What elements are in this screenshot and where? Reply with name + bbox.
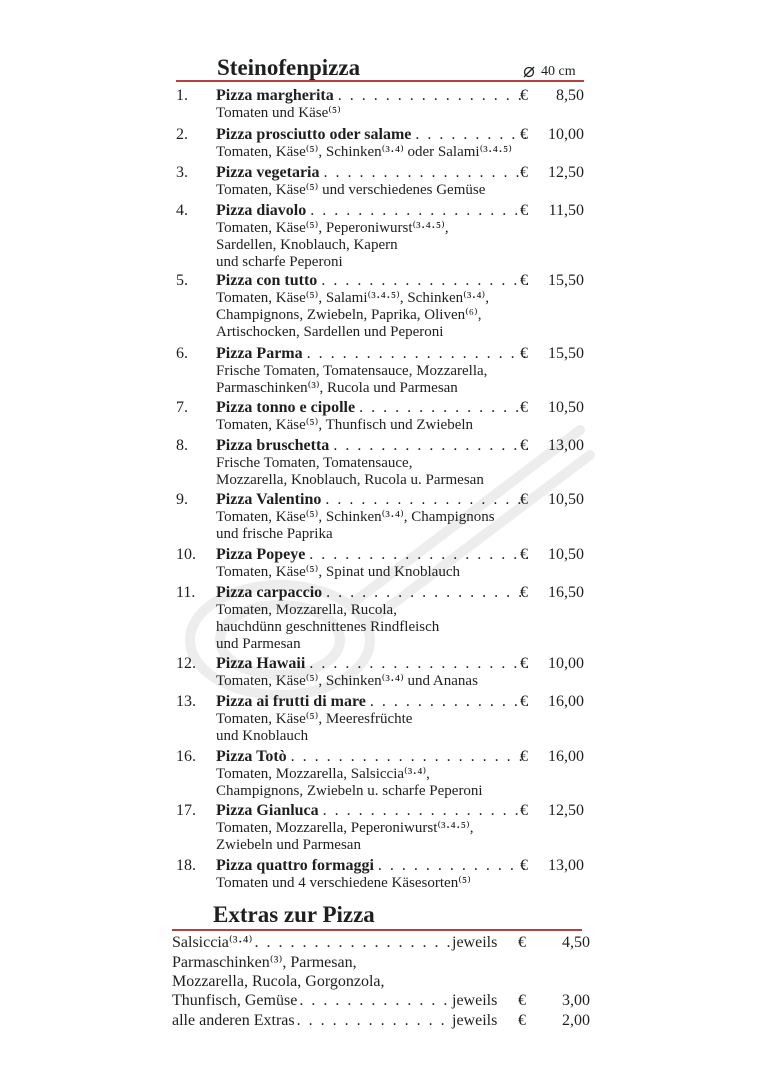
item-name: Pizza vegetaria	[216, 164, 320, 181]
euro-sign: €	[520, 164, 528, 181]
description-line: Mozzarella, Knoblauch, Rucola u. Parmesan	[216, 472, 484, 488]
item-price: 10,00	[548, 655, 584, 672]
item-name-row	[216, 546, 528, 564]
item-price: 13,00	[548, 857, 584, 874]
dot-leader	[415, 126, 528, 144]
item-name: Pizza margherita	[216, 87, 334, 104]
menu-item	[172, 748, 592, 800]
item-name: Pizza Gianluca	[216, 802, 319, 819]
euro-sign: €	[520, 126, 528, 143]
item-name-row	[216, 693, 528, 711]
description-line: Tomaten und 4 verschiedene Käsesorten⁽⁵⁾	[216, 875, 471, 891]
dot-leader	[309, 655, 528, 673]
euro-sign: €	[518, 1012, 526, 1029]
extras-line	[172, 953, 592, 973]
description-line: Tomaten, Mozzarella, Salsiccia⁽³·⁴⁾,	[216, 766, 430, 782]
menu-item	[172, 399, 592, 434]
item-description	[216, 711, 546, 745]
item-name: Pizza Totò	[216, 748, 287, 765]
dot-leader	[359, 399, 528, 417]
description-line: Tomaten, Käse⁽⁵⁾, Schinken⁽³·⁴⁾, Champignons	[216, 509, 495, 525]
description-line: Tomaten, Käse⁽⁵⁾, Spinat und Knoblauch	[216, 564, 460, 580]
item-price: 10,50	[548, 546, 584, 563]
item-price: 12,50	[548, 164, 584, 181]
item-description	[216, 144, 546, 161]
euro-sign: €	[520, 399, 528, 416]
description-line: Tomaten und Käse⁽⁵⁾	[216, 105, 341, 121]
size-label	[523, 64, 576, 80]
dot-leader	[310, 202, 528, 220]
item-number: 4.	[176, 202, 188, 219]
item-name: Pizza diavolo	[216, 202, 307, 219]
menu-item	[172, 802, 592, 854]
item-name-row	[216, 345, 528, 363]
item-description	[216, 673, 546, 690]
description-line: Tomaten, Käse⁽⁵⁾, Schinken⁽³·⁴⁾ oder Salami⁽³·⁴·⁵⁾	[216, 144, 512, 160]
item-price: 16,00	[548, 748, 584, 765]
menu-item	[172, 437, 592, 489]
extras-text: Salsiccia⁽³·⁴⁾	[172, 934, 253, 951]
menu-item	[172, 345, 592, 397]
item-description	[216, 417, 546, 434]
description-line: Parmaschinken⁽³⁾, Rucola und Parmesan	[216, 380, 458, 396]
item-name: Pizza carpaccio	[216, 584, 323, 601]
menu-item	[172, 202, 592, 271]
item-name-row	[216, 437, 528, 455]
item-price: 12,50	[548, 802, 584, 819]
item-description	[216, 766, 546, 800]
dot-leader	[321, 272, 528, 290]
dot-leader	[254, 933, 452, 953]
item-number: 17.	[176, 802, 196, 819]
dot-leader	[378, 857, 528, 875]
item-name: Pizza Hawaii	[216, 655, 306, 672]
item-description	[216, 820, 546, 854]
extras-line	[172, 991, 592, 1011]
dot-leader	[307, 345, 528, 363]
euro-sign: €	[518, 992, 526, 1009]
description-line: Tomaten, Käse⁽⁵⁾, Peperoniwurst⁽³·⁴·⁵⁾,	[216, 220, 449, 236]
item-name: Pizza ai frutti di mare	[216, 693, 366, 710]
item-name-row	[216, 748, 528, 766]
item-price: 15,50	[548, 272, 584, 289]
extras-line	[172, 972, 592, 992]
item-description	[216, 564, 546, 581]
description-line: und frische Paprika	[216, 526, 333, 542]
euro-sign: €	[520, 437, 528, 454]
item-number: 9.	[176, 491, 188, 508]
item-name-row	[216, 126, 528, 144]
menu-item	[172, 655, 592, 690]
euro-sign: €	[518, 934, 526, 951]
description-line: Artischocken, Sardellen und Peperoni	[216, 324, 444, 340]
item-description	[216, 602, 546, 653]
item-description	[216, 875, 546, 892]
section-divider	[176, 80, 584, 82]
item-name-row	[216, 584, 528, 602]
description-line: und Knoblauch	[216, 728, 309, 744]
item-number: 12.	[176, 655, 196, 672]
extras-text: alle anderen Extras	[172, 1012, 295, 1029]
extras-price: 4,50	[562, 934, 590, 951]
item-description	[216, 363, 546, 397]
section-divider	[172, 929, 582, 931]
item-description	[216, 105, 546, 122]
euro-sign: €	[520, 857, 528, 874]
item-name-row	[216, 491, 528, 509]
euro-sign: €	[520, 272, 528, 289]
item-number: 10.	[176, 546, 196, 563]
item-number: 6.	[176, 345, 188, 362]
item-name-row	[216, 802, 528, 820]
euro-sign: €	[520, 584, 528, 601]
dot-leader	[333, 437, 528, 455]
section-title: Extras zur Pizza	[213, 902, 375, 927]
item-description	[216, 455, 546, 489]
extras-price: 2,00	[562, 1012, 590, 1029]
item-description	[216, 220, 546, 271]
dot-leader	[370, 693, 528, 711]
extras-text: Mozzarella, Rucola, Gorgonzola,	[172, 973, 385, 990]
item-price: 10,50	[548, 491, 584, 508]
description-line: Tomaten, Käse⁽⁵⁾ und verschiedenes Gemüse	[216, 182, 486, 198]
item-number: 2.	[176, 126, 188, 143]
euro-sign: €	[520, 802, 528, 819]
menu-item	[172, 126, 592, 161]
item-number: 16.	[176, 748, 196, 765]
description-line: Champignons, Zwiebeln, Paprika, Oliven⁽⁶⁾,	[216, 307, 482, 323]
item-name: Pizza Valentino	[216, 491, 322, 508]
item-name: Pizza con tutto	[216, 272, 318, 289]
item-name-row	[216, 655, 528, 673]
description-line: Tomaten, Käse⁽⁵⁾, Salami⁽³·⁴·⁵⁾, Schinken⁽³·⁴⁾,	[216, 290, 489, 306]
extras-price: 3,00	[562, 992, 590, 1009]
item-price: 16,50	[548, 584, 584, 601]
section-header-steinofenpizza	[217, 56, 360, 79]
euro-sign: €	[520, 655, 528, 672]
dot-leader	[291, 748, 528, 766]
menu-item	[172, 857, 592, 892]
euro-sign: €	[520, 87, 528, 104]
item-number: 18.	[176, 857, 196, 874]
dot-leader	[297, 1011, 452, 1031]
menu-item	[172, 164, 592, 199]
item-number: 7.	[176, 399, 188, 416]
dot-leader	[325, 491, 528, 509]
description-line: Champignons, Zwiebeln u. scharfe Peperoni	[216, 783, 483, 799]
item-number: 5.	[176, 272, 188, 289]
item-name-row	[216, 87, 528, 105]
size-value: 40 cm	[541, 64, 576, 79]
item-name-row	[216, 399, 528, 417]
extras-text: Parmaschinken⁽³⁾, Parmesan,	[172, 954, 357, 971]
item-name-row	[216, 857, 528, 875]
dot-leader	[299, 991, 452, 1011]
item-name: Pizza tonno e cipolle	[216, 399, 356, 416]
dot-leader	[309, 546, 528, 564]
description-line: Frische Tomaten, Tomatensauce,	[216, 455, 413, 471]
item-number: 13.	[176, 693, 196, 710]
item-name: Pizza Parma	[216, 345, 303, 362]
dot-leader	[323, 802, 528, 820]
item-description	[216, 509, 546, 543]
description-line: Sardellen, Knoblauch, Kapern	[216, 237, 398, 253]
item-name: Pizza prosciutto oder salame	[216, 126, 412, 143]
section-title: Steinofenpizza	[217, 55, 361, 80]
menu-item	[172, 693, 592, 745]
item-number: 1.	[176, 87, 188, 104]
euro-sign: €	[520, 748, 528, 765]
extras-line	[172, 933, 592, 953]
menu-item	[172, 491, 592, 543]
description-line: und Parmesan	[216, 636, 301, 652]
extras-jeweils: jeweils	[452, 934, 498, 951]
menu-item	[172, 584, 592, 653]
description-line: hauchdünn geschnittenes Rindfleisch	[216, 619, 440, 635]
item-number: 8.	[176, 437, 188, 454]
section-header-extras	[213, 903, 375, 926]
extras-jeweils: jeweils	[452, 1012, 498, 1029]
item-name: Pizza bruschetta	[216, 437, 330, 454]
euro-sign: €	[520, 491, 528, 508]
description-line: Tomaten, Käse⁽⁵⁾, Schinken⁽³·⁴⁾ und Ananas	[216, 673, 478, 689]
item-price: 15,50	[548, 345, 584, 362]
description-line: Frische Tomaten, Tomatensauce, Mozzarella,	[216, 363, 488, 379]
item-number: 11.	[176, 584, 196, 601]
item-price: 16,00	[548, 693, 584, 710]
euro-sign: €	[520, 345, 528, 362]
item-number: 3.	[176, 164, 188, 181]
item-price: 8,50	[556, 87, 584, 104]
description-line: und scharfe Peperoni	[216, 254, 343, 270]
item-price: 10,50	[548, 399, 584, 416]
description-line: Zwiebeln und Parmesan	[216, 837, 361, 853]
dot-leader	[338, 87, 528, 105]
extras-jeweils: jeweils	[452, 992, 498, 1009]
menu-item	[172, 87, 592, 122]
description-line: Tomaten, Käse⁽⁵⁾, Thunfisch und Zwiebeln	[216, 417, 474, 433]
item-name: Pizza Popeye	[216, 546, 306, 563]
description-line: Tomaten, Mozzarella, Rucola,	[216, 602, 397, 618]
description-line: Tomaten, Mozzarella, Peperoniwurst⁽³·⁴·⁵⁾,	[216, 820, 474, 836]
euro-sign: €	[520, 693, 528, 710]
diameter-icon	[523, 66, 535, 78]
item-description	[216, 182, 546, 199]
item-name-row	[216, 164, 528, 182]
item-name-row	[216, 272, 528, 290]
euro-sign: €	[520, 546, 528, 563]
dot-leader	[324, 164, 529, 182]
description-line: Tomaten, Käse⁽⁵⁾, Meeresfrüchte	[216, 711, 413, 727]
extras-line	[172, 1011, 592, 1031]
extras-text: Thunfisch, Gemüse	[172, 992, 298, 1009]
item-price: 10,00	[548, 126, 584, 143]
item-price: 11,50	[548, 202, 584, 219]
euro-sign: €	[520, 202, 528, 219]
item-description	[216, 290, 546, 341]
menu-item	[172, 272, 592, 341]
item-name: Pizza quattro formaggi	[216, 857, 374, 874]
item-name-row	[216, 202, 528, 220]
menu-item	[172, 546, 592, 581]
item-price: 13,00	[548, 437, 584, 454]
dot-leader	[326, 584, 528, 602]
